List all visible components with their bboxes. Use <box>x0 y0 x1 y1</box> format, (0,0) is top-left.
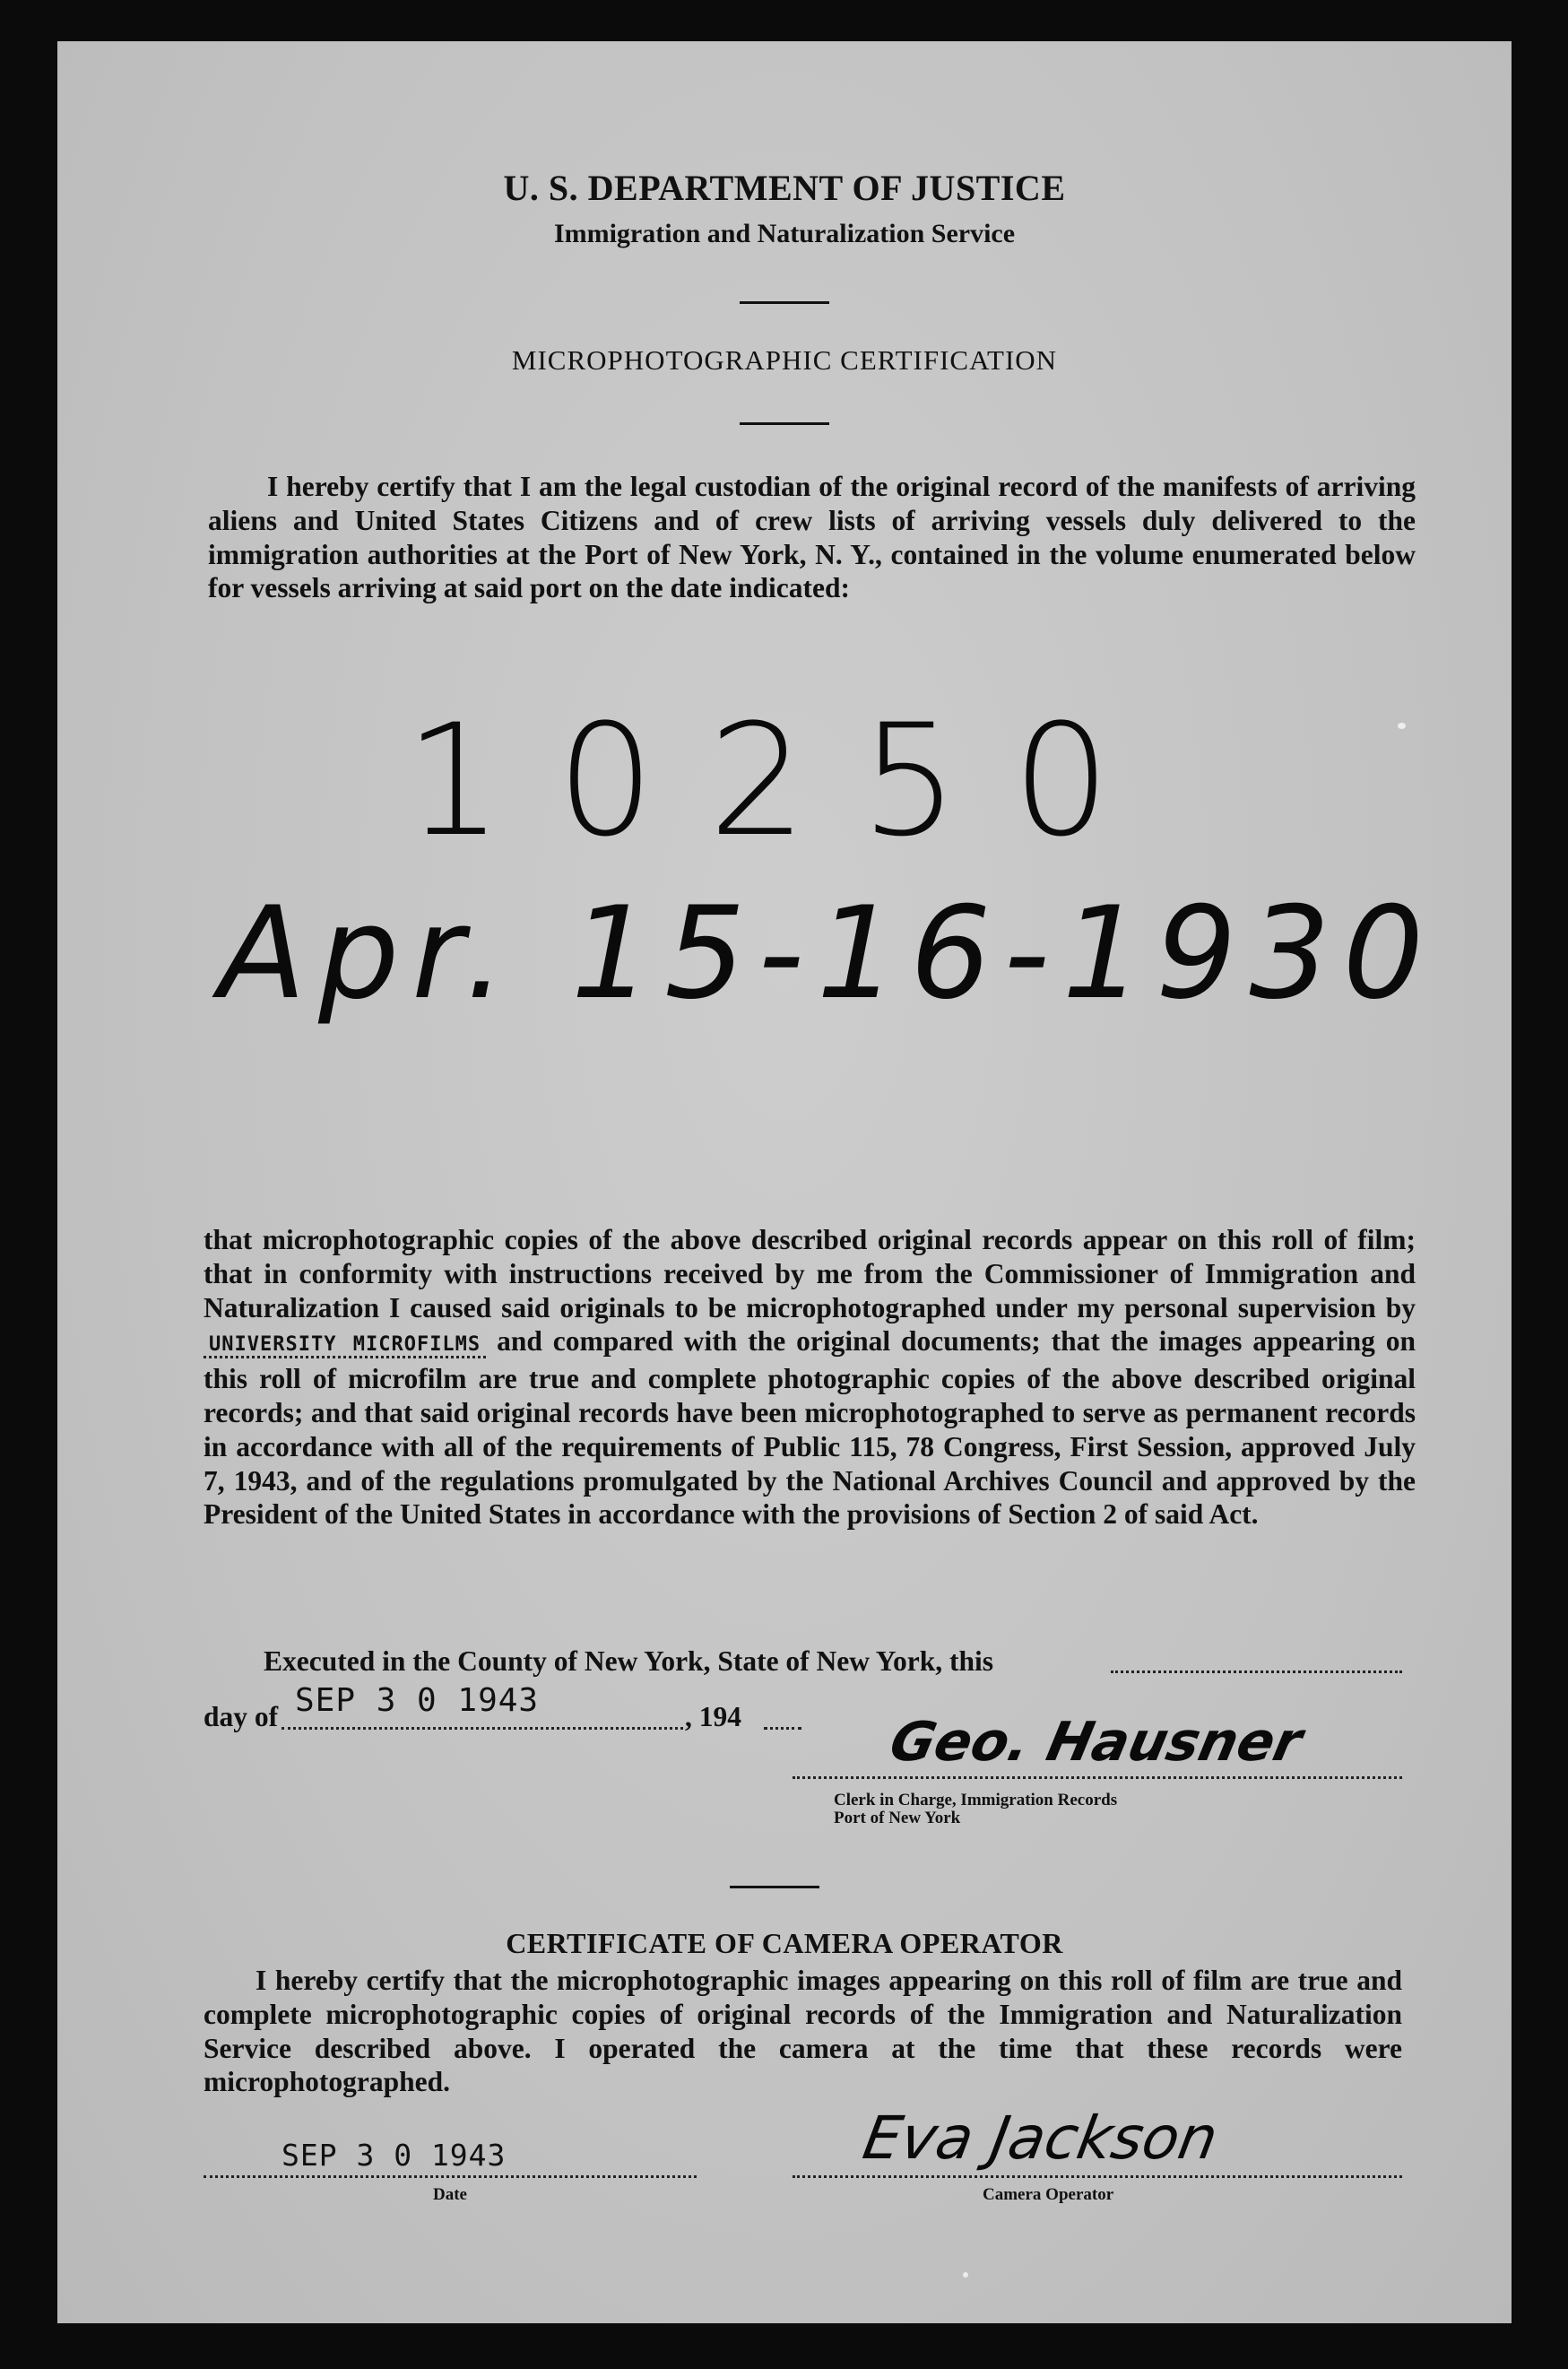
microfilmed-by: UNIVERSITY MICROFILMS <box>204 1333 486 1358</box>
divider <box>740 301 829 304</box>
agency-heading: U. S. DEPARTMENT OF JUSTICE <box>503 168 1066 208</box>
film-speck <box>963 2272 968 2278</box>
date-line <box>204 2175 697 2178</box>
year-blank <box>764 1727 801 1730</box>
operator-label: Camera Operator <box>983 2185 1114 2204</box>
clerk-location: Port of New York <box>834 1809 961 1827</box>
operator-signature: Eva Jackson <box>858 2104 1223 2173</box>
operator-line <box>793 2175 1402 2178</box>
film-speck <box>1398 723 1406 729</box>
handwritten-volume-number: 10250 <box>404 690 1165 871</box>
handwritten-arrival-dates: Apr. 15-16-1930 <box>219 880 1437 1028</box>
divider <box>740 422 829 425</box>
certification-intro: I hereby certify that I am the legal custodian of the original record of the manifests of arriving aliens and United States Citizens and of crew lists of arriving vessels duly delivered to the immigration authorities at the Port of New York, N. Y., contained in the volume enumerated below for vessels arriving at said port on the date indicated: <box>208 471 1416 604</box>
year-prefix: , 194 <box>685 1701 741 1732</box>
camera-certificate-title: CERTIFICATE OF CAMERA OPERATOR <box>506 1927 1063 1959</box>
clerk-title: Clerk in Charge, Immigration Records <box>834 1791 1118 1809</box>
body-prefix: that microphotographic copies of the above described original records appear on this roll of film; that in conformity with instructions received by me from the Commissioner of Immigration and Naturalization I caused said originals to be microphotographed under my personal supervision by <box>204 1224 1416 1323</box>
clerk-signature-line <box>793 1776 1402 1779</box>
certification-title: MICROPHOTOGRAPHIC CERTIFICATION <box>511 344 1058 376</box>
certification-body <box>204 1223 1416 1532</box>
service-subheading: Immigration and Naturalization Service <box>553 219 1016 248</box>
camera-certificate-text: I hereby certify that the microphotographic images appearing on this roll of film are true and complete microphotographic copies of original records of the Immigration and Naturalization Service described above. I operated the camera at the time that these records were microphotographed. <box>204 1965 1402 2098</box>
executed-line: Executed in the County of New York, State of New York, this <box>264 1645 994 1677</box>
date-label: Date <box>433 2185 467 2204</box>
day-of-label: day of <box>204 1701 279 1732</box>
clerk-signature: Geo. Hausner <box>884 1711 1308 1774</box>
date-stamp: SEP 3 0 1943 <box>282 2138 507 2173</box>
body-suffix: and compared with the original documents; that the images appearing on this roll of microfilm are true and complete photographic copies of the above described original records; and that said original records have been microphotographed to serve as permanent records in accordance with all of the requirements of Public 115, 78 Congress, First Session, approved July 7, 1943, and of the regulations promulgated by the National Archives Council and approved by the President of the United States in accordance with the provisions of Section 2 of said Act. <box>204 1325 1416 1531</box>
executed-day-blank <box>1111 1670 1402 1673</box>
certificate-sheet <box>57 41 1512 2323</box>
day-of-blank <box>282 1727 683 1730</box>
divider <box>730 1886 819 1888</box>
stamp-date: SEP 3 0 1943 <box>295 1682 540 1719</box>
